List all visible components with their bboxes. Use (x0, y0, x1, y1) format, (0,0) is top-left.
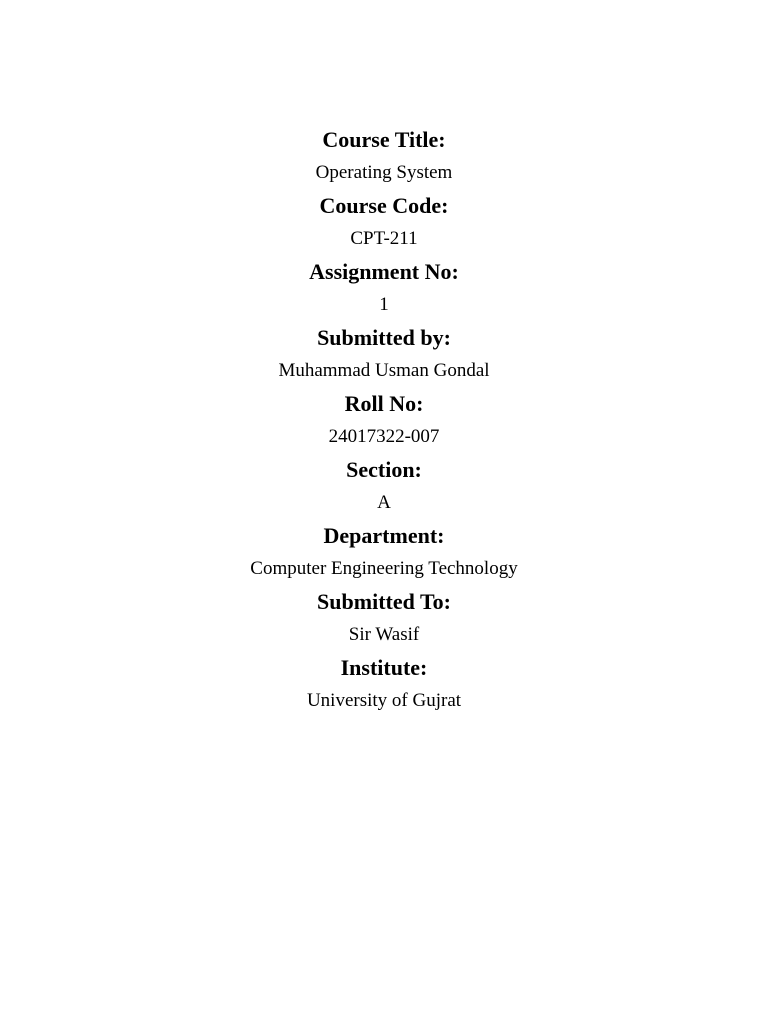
submitted-to-value: Sir Wasif (348, 624, 420, 645)
submitted-to-field (0, 585, 768, 651)
assignment-number-value: 1 (379, 294, 389, 315)
roll-number-field (0, 387, 768, 453)
submitted-to-label: Submitted To: (317, 589, 451, 614)
course-code-label: Course Code: (319, 193, 449, 218)
submitted-by-value: Muhammad Usman Gondal (278, 360, 490, 381)
course-title-label: Course Title: (322, 127, 446, 152)
course-code-value: CPT-211 (350, 228, 418, 249)
department-label: Department: (323, 523, 445, 548)
assignment-number-label: Assignment No: (309, 259, 459, 284)
submitted-by-label: Submitted by: (317, 325, 451, 350)
roll-number-value: 24017322-007 (328, 426, 440, 447)
course-title-value: Operating System (315, 162, 453, 183)
institute-label: Institute: (340, 655, 428, 680)
assignment-number-field (0, 255, 768, 321)
section-field (0, 453, 768, 519)
institute-field (0, 651, 768, 717)
title-page-info (0, 123, 768, 717)
course-title-field (0, 123, 768, 189)
department-value: Computer Engineering Technology (250, 558, 518, 579)
roll-number-label: Roll No: (344, 391, 424, 416)
submitted-by-field (0, 321, 768, 387)
section-value: A (377, 492, 391, 513)
course-code-field (0, 189, 768, 255)
institute-value: University of Gujrat (306, 690, 462, 711)
department-field (0, 519, 768, 585)
section-label: Section: (346, 457, 422, 482)
